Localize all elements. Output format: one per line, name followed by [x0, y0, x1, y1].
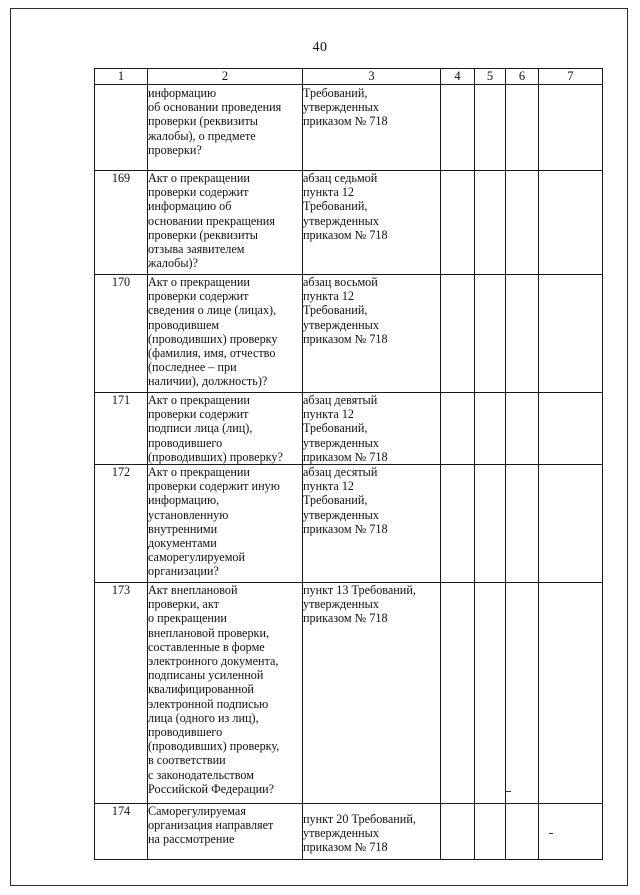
column-header-2: 2 [148, 69, 303, 85]
row-number: 174 [95, 804, 148, 860]
column-header-3: 3 [303, 69, 441, 85]
table-row [95, 85, 603, 171]
requirement-text: Акт внеплановой проверки, акт о прекращении внеплановой проверки, составленные в форме электронного документа, подписаны усиленной квалифицированной электронной подписью лица (одного из лиц), проводившего (проводивших) проверку, в соответствии с законодательством Российской Федерации? [148, 583, 303, 804]
cell-col-4 [441, 393, 475, 465]
row-number: 169 [95, 171, 148, 275]
cell-col-6 [506, 465, 539, 583]
row-number: 172 [95, 465, 148, 583]
cell-col-4 [441, 583, 475, 804]
column-header-7: 7 [539, 69, 603, 85]
cell-col-6 [506, 275, 539, 393]
row-number [95, 85, 148, 171]
cell-col-7 [539, 804, 603, 860]
scan-speck [506, 791, 511, 792]
column-header-1: 1 [95, 69, 148, 85]
cell-col-7 [539, 171, 603, 275]
cell-col-7 [539, 393, 603, 465]
table-row [95, 583, 603, 804]
cell-col-4 [441, 804, 475, 860]
legal-reference: абзац девятый пункта 12 Требований, утвержденных приказом № 718 [303, 393, 441, 465]
page-number: 40 [312, 40, 328, 55]
cell-col-6 [506, 171, 539, 275]
cell-col-7 [539, 275, 603, 393]
table-row [95, 465, 603, 583]
cell-col-7 [539, 85, 603, 171]
cell-col-5 [475, 275, 506, 393]
cell-col-5 [475, 85, 506, 171]
cell-col-5 [475, 465, 506, 583]
cell-col-7 [539, 465, 603, 583]
scan-speck [549, 833, 553, 834]
requirement-text: информацию об основании проведения проверки (реквизиты жалобы), о предмете проверки? [148, 85, 303, 171]
column-header-5: 5 [475, 69, 506, 85]
cell-col-4 [441, 85, 475, 171]
requirement-text: Акт о прекращении проверки содержит информацию об основании прекращения проверки (реквизиты отзыва заявителем жалобы)? [148, 171, 303, 275]
cell-col-4 [441, 465, 475, 583]
column-header-4: 4 [441, 69, 475, 85]
cell-col-6 [506, 85, 539, 171]
requirement-text: Акт о прекращении проверки содержит сведения о лице (лицах), проводившем (проводивших) проверку (фамилия, имя, отчество (последнее – при наличии), должность)? [148, 275, 303, 393]
table-row [95, 275, 603, 393]
table-row [95, 804, 603, 860]
cell-col-4 [441, 275, 475, 393]
requirement-text: Саморегулируемая организация направляет на рассмотрение [148, 804, 303, 860]
legal-reference: абзац десятый пункта 12 Требований, утвержденных приказом № 718 [303, 465, 441, 583]
legal-reference: абзац седьмой пункта 12 Требований, утвержденных приказом № 718 [303, 171, 441, 275]
cell-col-5 [475, 583, 506, 804]
cell-col-5 [475, 804, 506, 860]
cell-col-6 [506, 393, 539, 465]
table-row [95, 171, 603, 275]
table-row [95, 393, 603, 465]
cell-col-7 [539, 583, 603, 804]
cell-col-6 [506, 804, 539, 860]
legal-reference: абзац восьмой пункта 12 Требований, утвержденных приказом № 718 [303, 275, 441, 393]
cell-col-4 [441, 171, 475, 275]
row-number: 171 [95, 393, 148, 465]
table-header-row [95, 69, 603, 85]
requirement-text: Акт о прекращении проверки содержит подписи лица (лиц), проводившего (проводивших) проверку? [148, 393, 303, 465]
row-number: 170 [95, 275, 148, 393]
row-number: 173 [95, 583, 148, 804]
legal-reference: Требований, утвержденных приказом № 718 [303, 85, 441, 171]
cell-col-5 [475, 393, 506, 465]
checklist-table [94, 68, 603, 860]
legal-reference: пункт 13 Требований, утвержденных приказом № 718 [303, 583, 441, 804]
cell-col-6 [506, 583, 539, 804]
cell-col-5 [475, 171, 506, 275]
requirement-text: Акт о прекращении проверки содержит иную информацию, установленную внутренними документами саморегулируемой организации? [148, 465, 303, 583]
legal-reference: пункт 20 Требований, утвержденных приказом № 718 [303, 804, 441, 860]
column-header-6: 6 [506, 69, 539, 85]
